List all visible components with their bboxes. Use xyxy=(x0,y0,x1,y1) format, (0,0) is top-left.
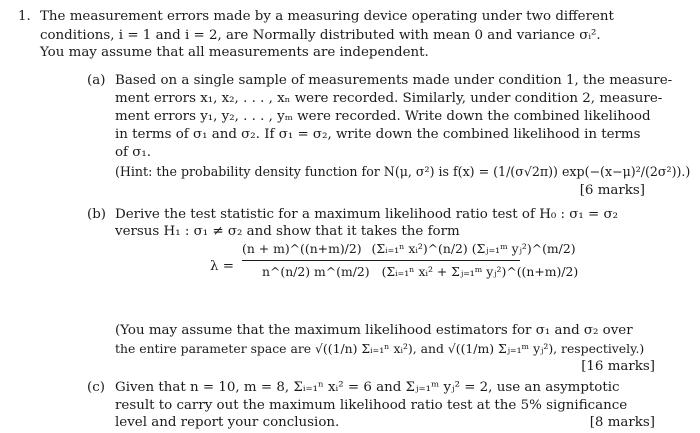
part-a-line-5: of σ₁. xyxy=(115,145,152,160)
part-b-after-1: (You may assume that the maximum likelihood estimators for σ₁ and σ₂ over xyxy=(115,323,633,338)
part-c-line-3: level and report your conclusion. xyxy=(115,415,340,430)
formula-denominator xyxy=(262,263,578,281)
formula-num-left: (n + m)^((n+m)/2) xyxy=(242,241,362,256)
part-b-line-1: Derive the test statistic for a maximum likelihood ratio test of H₀ : σ₁ = σ₂ xyxy=(115,207,619,222)
part-c-label: (c) xyxy=(87,380,105,395)
part-a-line-2: ment errors x₁, x₂, . . . , xₙ were recorded. Similarly, under condition 2, measure- xyxy=(115,91,663,106)
part-c-line-1: Given that n = 10, m = 8, Σᵢ₌₁ⁿ xᵢ² = 6 and Σⱼ₌₁ᵐ yⱼ² = 2, use an asymptotic xyxy=(115,380,620,395)
part-c-marks: [8 marks] xyxy=(589,415,655,430)
part-a-marks: [6 marks] xyxy=(579,183,645,198)
part-b-marks: [16 marks] xyxy=(581,359,655,374)
part-b-after-2: the entire parameter space are √((1/n) Σᵢ₌₁ⁿ xᵢ²), and √((1/m) Σⱼ₌₁ᵐ yⱼ²), respectively.) xyxy=(115,341,645,356)
formula-numerator xyxy=(242,240,576,258)
part-a-line-1: Based on a single sample of measurements made under condition 1, the measure- xyxy=(115,73,673,88)
part-c-line-2: result to carry out the maximum likelihood ratio test at the 5% significance xyxy=(115,398,628,413)
formula-num-right: (Σᵢ₌₁ⁿ xᵢ²)^(n/2) (Σⱼ₌₁ᵐ yⱼ²)^(m/2) xyxy=(371,241,576,256)
formula-fraction-bar xyxy=(242,260,520,261)
part-a-hint: (Hint: the probability density function for N(μ, σ²) is f(x) = (1/(σ√2π)) exp(−(x−μ)²/(2σ²)).) xyxy=(115,164,691,179)
part-a-label: (a) xyxy=(87,73,106,88)
intro-line-3: You may assume that all measurements are independent. xyxy=(40,45,429,60)
formula-den-left: n^(n/2) m^(m/2) xyxy=(262,264,370,279)
part-a-line-4: in terms of σ₁ and σ₂. If σ₁ = σ₂, write down the combined likelihood in terms xyxy=(115,127,641,142)
part-a-line-3: ment errors y₁, y₂, . . . , yₘ were recorded. Write down the combined likelihood xyxy=(115,109,651,124)
formula-lambda: λ = xyxy=(210,259,234,274)
formula-den-right: (Σᵢ₌₁ⁿ xᵢ² + Σⱼ₌₁ᵐ yⱼ²)^((n+m)/2) xyxy=(381,264,579,279)
intro-line-1: The measurement errors made by a measuring device operating under two different xyxy=(40,9,614,24)
intro-line-2: conditions, i = 1 and i = 2, are Normally distributed with mean 0 and variance σᵢ². xyxy=(40,28,601,43)
part-b-label: (b) xyxy=(87,207,107,222)
question-number: 1. xyxy=(18,9,31,24)
part-b-line-2: versus H₁ : σ₁ ≠ σ₂ and show that it takes the form xyxy=(115,224,460,239)
